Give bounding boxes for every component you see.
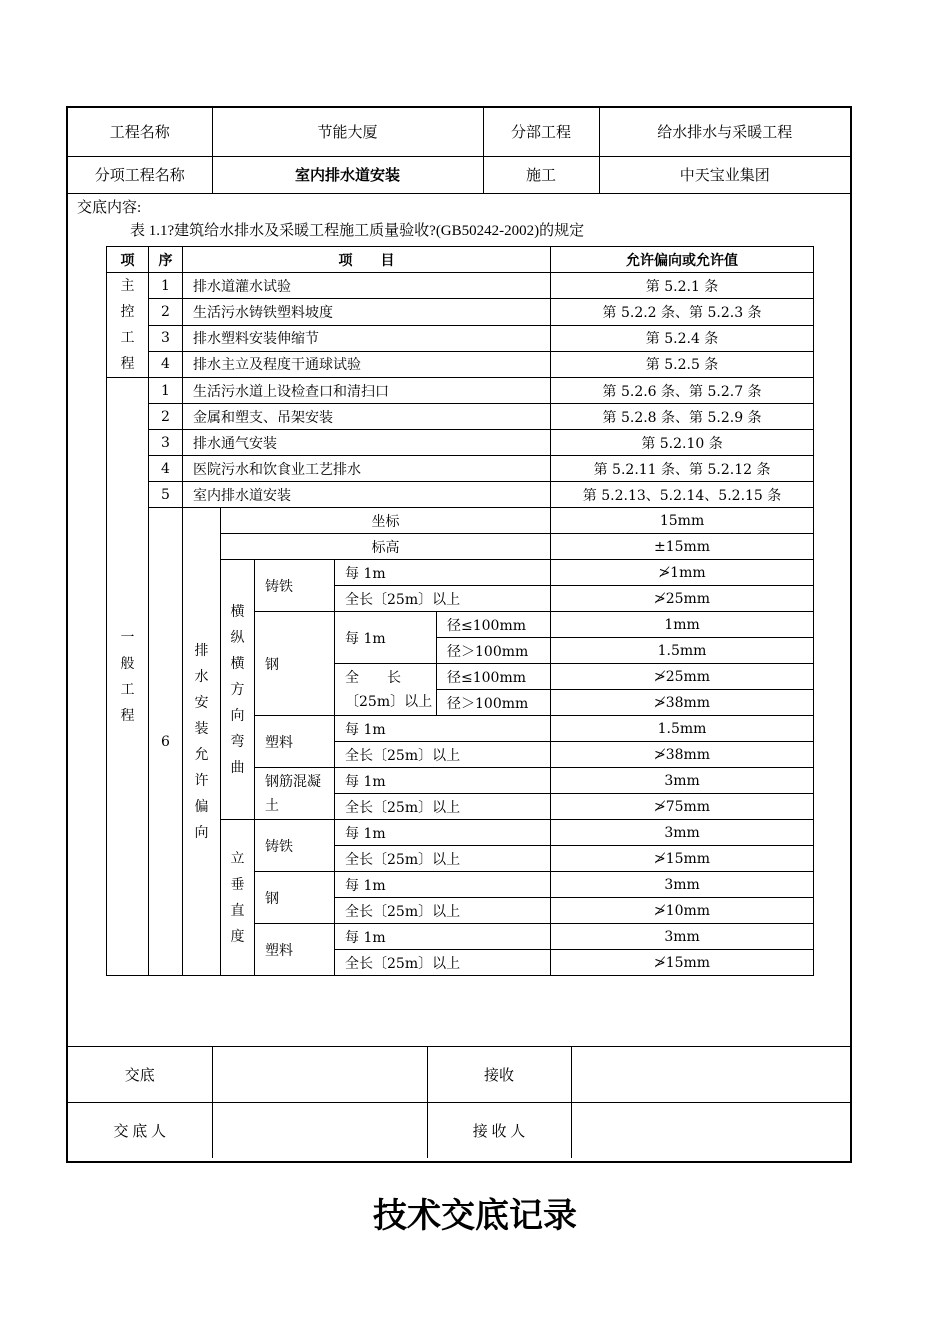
elev-value: ±15mm [551, 534, 814, 560]
col-value: 允许偏向或允许值 [551, 247, 814, 273]
general-item: 生活污水道上设检查口和清扫口 [183, 378, 551, 404]
h-rc-1m-value: 3mm [551, 768, 814, 794]
h-plastic-full-value: ≯38mm [551, 742, 814, 768]
general-item: 医院污水和饮食业工艺排水 [183, 456, 551, 482]
v-cast-1m-value: 3mm [551, 820, 814, 846]
h-rc-per-1m: 每 1m [335, 768, 551, 794]
handover-person-label: 交 底 人 [68, 1103, 212, 1159]
handover-person-field[interactable] [212, 1103, 427, 1159]
h-plastic-1m-value: 1.5mm [551, 716, 814, 742]
general-seq: 4 [149, 456, 183, 482]
general-value: 第 5.2.13、5.2.14、5.2.15 条 [551, 482, 814, 508]
h-cast-per-1m: 每 1m [335, 560, 551, 586]
elev-label: 标高 [221, 534, 551, 560]
h-steel-1m-gt-value: 1.5mm [551, 638, 814, 664]
main-group-text: 主控工程 [120, 278, 135, 372]
receive-field[interactable] [571, 1047, 850, 1103]
project-name-label: 工程名称 [68, 108, 212, 156]
table-caption: 表 1.1?建筑给水排水及采暖工程施工质量验收?(GB50242-2002)的规定 [130, 223, 585, 239]
h-plastic: 塑料 [255, 716, 335, 768]
receive-person-label: 接 收 人 [427, 1103, 571, 1159]
col-project: 项 目 [183, 247, 551, 273]
h-steel-full-gt-value: ≯38mm [551, 690, 814, 716]
h-steel-full-dia-gt100: 径＞100mm [437, 690, 551, 716]
division-label: 分部工程 [483, 108, 599, 156]
h-plastic-full-len: 全长〔25m〕以上 [335, 742, 551, 768]
v-cast-full-len: 全长〔25m〕以上 [335, 846, 551, 872]
spec-table [106, 246, 814, 976]
general-value: 第 5.2.11 条、第 5.2.12 条 [551, 456, 814, 482]
signature-table [68, 1046, 850, 1158]
v-steel: 钢 [255, 872, 335, 924]
h-steel: 钢 [255, 612, 335, 716]
document-title: 技术交底记录 [373, 1196, 577, 1236]
col-item: 项 [107, 247, 149, 273]
v-cast-iron: 铸铁 [255, 820, 335, 872]
row6-label: 排水安装允许偏向 [194, 642, 209, 841]
h-cast-1m-value: ≯1mm [551, 560, 814, 586]
main-value: 第 5.2.2 条、第 5.2.3 条 [551, 299, 814, 325]
horiz-label-cell [221, 560, 255, 820]
h-rc-full-value: ≯75mm [551, 794, 814, 820]
v-plastic-1m-value: 3mm [551, 924, 814, 950]
col-seq: 序 [149, 247, 183, 273]
v-steel-full-len: 全长〔25m〕以上 [335, 898, 551, 924]
general-item: 金属和塑支、吊架安装 [183, 404, 551, 430]
receive-person-field[interactable] [571, 1103, 850, 1159]
main-item: 生活污水铸铁塑料坡度 [183, 299, 551, 325]
v-plastic: 塑料 [255, 924, 335, 976]
construction-label: 施工 [483, 156, 599, 193]
handover-field[interactable] [212, 1047, 427, 1103]
main-seq: 4 [149, 351, 183, 377]
v-plastic-full-len: 全长〔25m〕以上 [335, 950, 551, 976]
row6-seq: 6 [149, 508, 183, 976]
v-steel-per-1m: 每 1m [335, 872, 551, 898]
h-plastic-per-1m: 每 1m [335, 716, 551, 742]
main-value: 第 5.2.1 条 [551, 273, 814, 299]
h-steel-dia-gt100: 径＞100mm [437, 638, 551, 664]
handover-label: 交底 [68, 1047, 212, 1103]
main-item: 排水塑料安装伸缩节 [183, 325, 551, 351]
row6-label-cell [183, 508, 221, 976]
coord-value: 15mm [551, 508, 814, 534]
main-seq: 3 [149, 325, 183, 351]
construction-value: 中天宝业集团 [599, 156, 850, 193]
h-steel-dia-le100: 径≤100mm [437, 612, 551, 638]
general-group-text: 一般工程 [120, 629, 135, 724]
v-cast-full-value: ≯15mm [551, 846, 814, 872]
general-value: 第 5.2.10 条 [551, 430, 814, 456]
header-table [68, 108, 850, 194]
h-steel-full-le-value: ≯25mm [551, 664, 814, 690]
main-item: 排水道灌水试验 [183, 273, 551, 299]
general-item: 室内排水道安装 [183, 482, 551, 508]
v-steel-1m-value: 3mm [551, 872, 814, 898]
main-value: 第 5.2.5 条 [551, 351, 814, 377]
h-cast-full-len: 全长〔25m〕以上 [335, 586, 551, 612]
general-seq: 2 [149, 404, 183, 430]
general-seq: 5 [149, 482, 183, 508]
h-cast-full-value: ≯25mm [551, 586, 814, 612]
coord-label: 坐标 [221, 508, 551, 534]
main-seq: 2 [149, 299, 183, 325]
main-seq: 1 [149, 273, 183, 299]
vert-label-cell [221, 820, 255, 976]
v-plastic-full-value: ≯15mm [551, 950, 814, 976]
vert-label: 立垂直度 [230, 850, 245, 945]
subitem-label: 分项工程名称 [68, 156, 212, 193]
division-value: 给水排水与采暖工程 [599, 108, 850, 156]
main-value: 第 5.2.4 条 [551, 325, 814, 351]
general-group-label [107, 378, 149, 976]
content-label: 交底内容: [77, 200, 142, 216]
h-steel-per-1m: 每 1m [335, 612, 437, 664]
v-plastic-per-1m: 每 1m [335, 924, 551, 950]
general-seq: 3 [149, 430, 183, 456]
general-item: 排水通气安装 [183, 430, 551, 456]
v-cast-per-1m: 每 1m [335, 820, 551, 846]
general-value: 第 5.2.8 条、第 5.2.9 条 [551, 404, 814, 430]
h-rc-full-len: 全长〔25m〕以上 [335, 794, 551, 820]
horiz-label: 横纵横方向弯曲 [230, 603, 245, 776]
form-frame [66, 106, 852, 1163]
general-seq: 1 [149, 378, 183, 404]
subitem-value: 室内排水道安装 [212, 156, 483, 193]
project-name-value: 节能大厦 [212, 108, 483, 156]
h-cast-iron: 铸铁 [255, 560, 335, 612]
h-steel-1m-le-value: 1mm [551, 612, 814, 638]
h-rc: 钢筋混凝土 [255, 768, 335, 820]
main-group-label [107, 273, 149, 378]
main-item: 排水主立及程度干通球试验 [183, 351, 551, 377]
receive-label: 接收 [427, 1047, 571, 1103]
general-value: 第 5.2.6 条、第 5.2.7 条 [551, 378, 814, 404]
v-steel-full-value: ≯10mm [551, 898, 814, 924]
h-steel-full-dia-le100: 径≤100mm [437, 664, 551, 690]
h-steel-full-len: 全 长〔25m〕以上 [335, 664, 437, 716]
